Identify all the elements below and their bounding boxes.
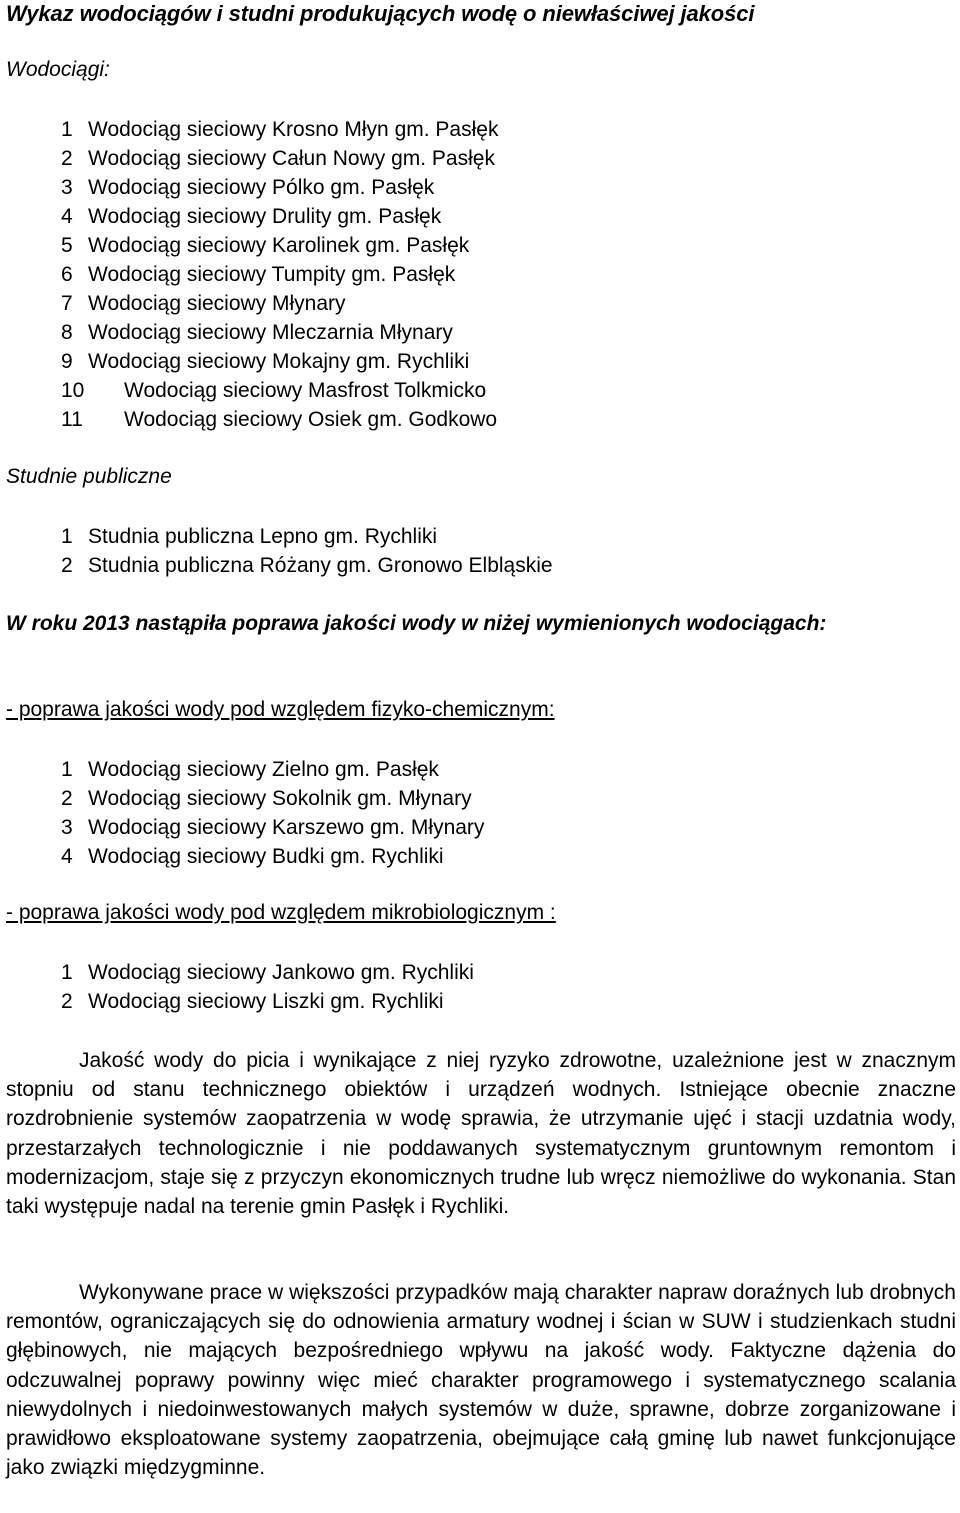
list-item bbox=[61, 522, 553, 551]
list-item bbox=[61, 347, 498, 376]
item-text: Wodociąg sieciowy Masfrost Tolkmicko bbox=[124, 379, 487, 402]
item-text: Wodociąg sieciowy Młynary bbox=[88, 292, 346, 315]
item-number: 1 bbox=[61, 961, 73, 984]
item-number: 2 bbox=[61, 787, 73, 810]
item-number: 9 bbox=[61, 350, 73, 373]
document-title: Wykaz wodociągów i studni produkujących wodę o niewłaściwej jakości bbox=[6, 1, 755, 26]
item-text: Wodociąg sieciowy Krosno Młyn gm. Pasłęk bbox=[88, 118, 499, 141]
list-item bbox=[61, 551, 553, 580]
list-item bbox=[61, 144, 498, 173]
item-number: 4 bbox=[61, 845, 73, 868]
item-number: 4 bbox=[61, 205, 73, 228]
list-item bbox=[61, 958, 474, 987]
wells-list bbox=[61, 522, 553, 580]
physchem-heading: - poprawa jakości wody pod względem fizyko-chemicznym: bbox=[6, 698, 555, 721]
list-item bbox=[61, 260, 498, 289]
item-text: Wodociąg sieciowy Pólko gm. Pasłęk bbox=[88, 176, 435, 199]
paragraph-repair-works: Wykonywane prace w większości przypadków mają charakter napraw doraźnych lub drobnych remontów, ograniczających się do odnowienia armatury wodnej i ścian w SUW i studzienkach studni głębinowych, nie mających bezpośredniego wpływu na jakość wody. Faktyczne dążenia do odczuwalnej poprawy powinny więc mieć charakter programowego i systematycznego scalania niewydolnych i niedoinwestowanych małych systemów w duże, sprawne, dobrze zorganizowane i prawidłowo eksploatowane systemy zaopatrzenia, obejmujące całą gminę lub nawet funkcjonujące jako związki międzygminne. bbox=[6, 1281, 956, 1480]
item-text: Wodociąg sieciowy Jankowo gm. Rychliki bbox=[88, 961, 474, 984]
waterworks-heading: Wodociągi: bbox=[6, 58, 110, 81]
item-number: 11 bbox=[61, 408, 83, 431]
item-text: Wodociąg sieciowy Tumpity gm. Pasłęk bbox=[88, 263, 456, 286]
item-text: Studnia publiczna Różany gm. Gronowo Elbląskie bbox=[88, 554, 553, 577]
wells-heading: Studnie publiczne bbox=[6, 465, 172, 488]
physchem-list bbox=[61, 755, 484, 871]
item-number: 6 bbox=[61, 263, 73, 286]
item-text: Wodociąg sieciowy Sokolnik gm. Młynary bbox=[88, 787, 472, 810]
item-text: Wodociąg sieciowy Całun Nowy gm. Pasłęk bbox=[88, 147, 495, 170]
list-item bbox=[61, 202, 498, 231]
micro-list bbox=[61, 958, 474, 1016]
item-number: 2 bbox=[61, 147, 73, 170]
item-number: 7 bbox=[61, 292, 73, 315]
item-text: Wodociąg sieciowy Osiek gm. Godkowo bbox=[124, 408, 498, 431]
item-number: 3 bbox=[61, 816, 73, 839]
item-number: 1 bbox=[61, 118, 73, 141]
improvement-heading: W roku 2013 nastąpiła poprawa jakości wody w niżej wymienionych wodociągach: bbox=[6, 612, 827, 635]
paragraph-water-quality: Jakość wody do picia i wynikające z niej ryzyko zdrowotne, uzależnione jest w znacznym stopniu od stanu technicznego obiektów i urządzeń wodnych. Istniejące obecnie znaczne rozdrobnienie systemów zaopatrzenia w wodę sprawia, że utrzymanie ujęć i stacji uzdatnia wody, przestarzałych technologicznie i nie poddawanych systematycznym gruntownym remontom i modernizacjom, staje się z przyczyn ekonomicznych trudne lub wręcz niemożliwe do wykonania. Stan taki występuje nadal na terenie gmin Pasłęk i Rychliki. bbox=[6, 1049, 956, 1219]
item-text: Wodociąg sieciowy Karolinek gm. Pasłęk bbox=[88, 234, 470, 257]
item-number: 2 bbox=[61, 554, 73, 577]
list-item bbox=[61, 318, 498, 347]
waterworks-list bbox=[61, 115, 498, 434]
list-item bbox=[61, 784, 484, 813]
list-item bbox=[61, 405, 498, 434]
item-text: Wodociąg sieciowy Mleczarnia Młynary bbox=[88, 321, 453, 344]
item-text: Wodociąg sieciowy Drulity gm. Pasłęk bbox=[88, 205, 442, 228]
item-number: 5 bbox=[61, 234, 73, 257]
item-text: Wodociąg sieciowy Karszewo gm. Młynary bbox=[88, 816, 485, 839]
list-item bbox=[61, 987, 474, 1016]
item-number: 3 bbox=[61, 176, 73, 199]
item-number: 10 bbox=[61, 379, 85, 402]
micro-heading: - poprawa jakości wody pod względem mikrobiologicznym : bbox=[6, 901, 556, 924]
item-number: 2 bbox=[61, 990, 73, 1013]
list-item bbox=[61, 115, 498, 144]
item-text: Wodociąg sieciowy Budki gm. Rychliki bbox=[88, 845, 444, 868]
item-text: Wodociąg sieciowy Mokajny gm. Rychliki bbox=[88, 350, 470, 373]
list-item bbox=[61, 755, 484, 784]
list-item bbox=[61, 842, 484, 871]
item-number: 8 bbox=[61, 321, 73, 344]
list-item bbox=[61, 173, 498, 202]
list-item bbox=[61, 813, 484, 842]
list-item bbox=[61, 289, 498, 318]
item-number: 1 bbox=[61, 525, 73, 548]
list-item bbox=[61, 376, 498, 405]
item-text: Wodociąg sieciowy Zielno gm. Pasłęk bbox=[88, 758, 439, 781]
item-text: Studnia publiczna Lepno gm. Rychliki bbox=[88, 525, 438, 548]
item-number: 1 bbox=[61, 758, 73, 781]
item-text: Wodociąg sieciowy Liszki gm. Rychliki bbox=[88, 990, 444, 1013]
list-item bbox=[61, 231, 498, 260]
